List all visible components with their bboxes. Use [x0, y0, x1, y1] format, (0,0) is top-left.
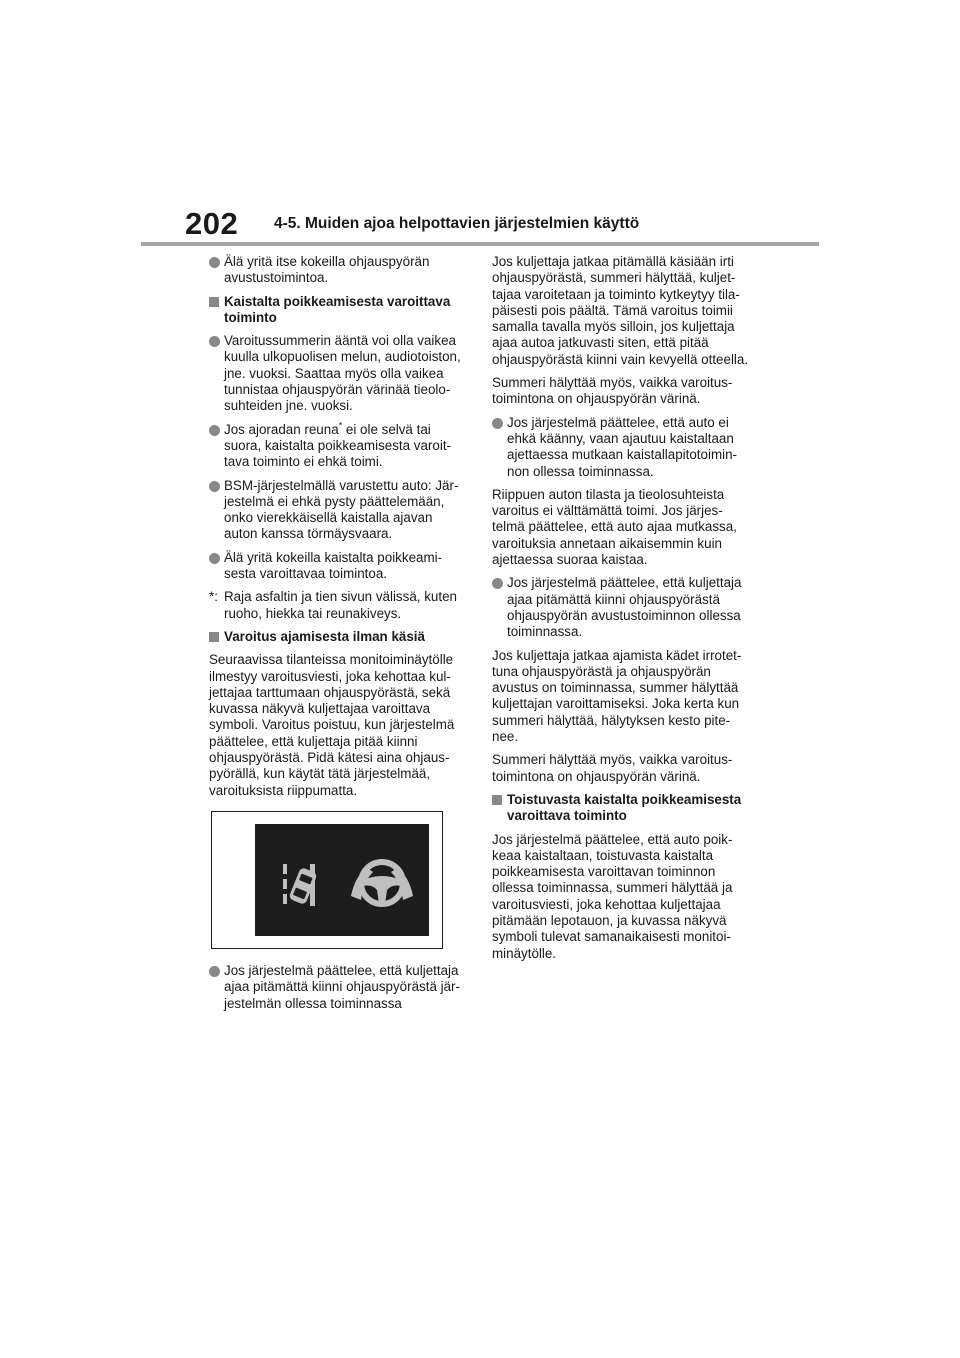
bullet-item: Jos ajoradan reuna* ei ole selvä tai suora, kaistalta poikkeamisesta varoit-tava toiminto ei ehkä toimi.: [209, 422, 467, 471]
footnote: *: Raja asfaltin ja tien sivun välissä, kuten ruoho, hiekka tai reunakiveys.: [209, 589, 457, 621]
square-bullet-icon: [209, 297, 219, 307]
paragraph: Summeri hälyttää myös, vaikka varoitus-toimintona on ohjauspyörän värinä.: [492, 752, 733, 784]
bullet-dot-icon: [492, 418, 503, 429]
right-column: [492, 254, 754, 969]
page-number: 202: [185, 206, 239, 241]
square-bullet-icon: [492, 795, 502, 805]
bullet-item: Älä yritä kokeilla kaistalta poikkeami-sesta varoittavaa toimintoa.: [209, 550, 467, 583]
paragraph: Jos kuljettaja jatkaa ajamista kädet irrotet-tuna ohjauspyörästä ja ohjauspyörän avustus on toiminnassa, summer hälyttää kuljettajan varoittamiseksi. Joka kerta kun summeri hälyttää, hälytyksen kesto pite-nee.: [492, 647, 742, 745]
bullet-dot-icon: [492, 578, 503, 589]
bullet-dot-icon: [209, 336, 220, 347]
bullet-item: Jos järjestelmä päättelee, että kuljettaja ajaa pitämättä kiinni ohjauspyörästä ohjauspyörän avustustoiminnon ollessa toiminnassa.: [492, 575, 754, 640]
bullet-dot-icon: [209, 966, 220, 977]
subheading-lane-departure: Kaistalta poikkeamisesta varoittava toiminto: [209, 294, 467, 327]
header-divider: [141, 242, 819, 246]
paragraph: Jos järjestelmä päättelee, että auto poik-keaa kaistaltaan, toistuvasta kaistalta poikkeamisesta varoittavan toiminnon ollessa toiminnassa, summeri hälyttää ja varoitusviesti, joka kehottaa kuljettajaa pitämään lepotauon, ja kuvassa näkyvä symboli tulevat samanaikaisesti monitoi-minäytölle.: [492, 831, 733, 961]
paragraph: Riippuen auton tilasta ja tieolosuhteista varoitus ei välttämättä toimi. Jos järjes-telmä päättelee, että auto ajaa mutkassa, varoituksia annetaan aikaisemmin kuin ajettaessa suoraa kaistaa.: [492, 486, 737, 568]
bullet-dot-icon: [209, 425, 220, 436]
bullet-dot-icon: [209, 553, 220, 564]
bullet-item: BSM-järjestelmällä varustettu auto: Jär-jestelmä ei ehkä pysty päättelemään, onko vierekkäisellä kaistalla ajavan auton kanssa törmäysvaara.: [209, 478, 467, 543]
subheading-repeated-departure: Toistuvasta kaistalta poikkeamisesta varoittava toiminto: [492, 792, 754, 825]
left-column: [209, 254, 467, 1019]
steering-wheel-hands-icon: [255, 824, 429, 936]
bullet-item: Älä yritä itse kokeilla ohjauspyörän avustustoimintoa.: [209, 254, 467, 287]
subheading-hands-off-warning: Varoitus ajamisesta ilman käsiä: [209, 629, 467, 645]
bullet-item: Jos järjestelmä päättelee, että kuljettaja ajaa pitämättä kiinni ohjauspyörästä jär-jestelmän ollessa toiminnassa: [209, 963, 467, 1012]
paragraph: Seuraavissa tilanteissa monitoiminäytölle ilmestyy varoitusviesti, joka kehottaa kul-jettajaa tarttumaan ohjauspyörästä, sekä kuvassa näkyvä kuljettajaa varoittava symboli. Varoitus poistuu, kun järjestelmä päättelee, että kuljettaja pitää kiinni ohjauspyörästä. Pidä kätesi aina ohjaus-pyörällä, kun käytät tätä järjestelmää, varoituksista riippumatta.: [209, 652, 455, 798]
multi-information-display: [255, 824, 429, 936]
bullet-dot-icon: [209, 481, 220, 492]
bullet-item: Varoitussummerin ääntä voi olla vaikea kuulla ulkopuolisen melun, audiotoiston, jne. vuoksi. Saattaa myös olla vaikea tunnistaa ohjauspyörän värinää tieolo-suhteiden jne. vuoksi.: [209, 333, 467, 414]
bullet-dot-icon: [209, 257, 220, 268]
square-bullet-icon: [209, 632, 219, 642]
paragraph: Jos kuljettaja jatkaa pitämällä käsiään irti ohjauspyörästä, summeri hälyttää, kuljet-tajaa varoitetaan ja toiminto kytkeytyy tila-päisesti pois päältä. Tämä varoitus toimii samalla tavalla myös silloin, jos kuljettaja ajaa autoa jatkuvasti siten, että pitää ohjauspyörästä kiinni vain kevyellä otteella.: [492, 254, 749, 367]
footnote-marker: *: [338, 420, 343, 431]
paragraph: Summeri hälyttää myös, vaikka varoitus-toimintona on ohjauspyörän värinä.: [492, 375, 733, 407]
section-title: 4-5. Muiden ajoa helpottavien järjestelmien käyttö: [274, 215, 640, 232]
warning-display-figure: [211, 811, 443, 949]
bullet-item: Jos järjestelmä päättelee, että auto ei ehkä käänny, vaan ajautuu kaistaltaan ajettaessa mutkaan kaistallapitotoimin-non ollessa toiminnassa.: [492, 415, 754, 480]
